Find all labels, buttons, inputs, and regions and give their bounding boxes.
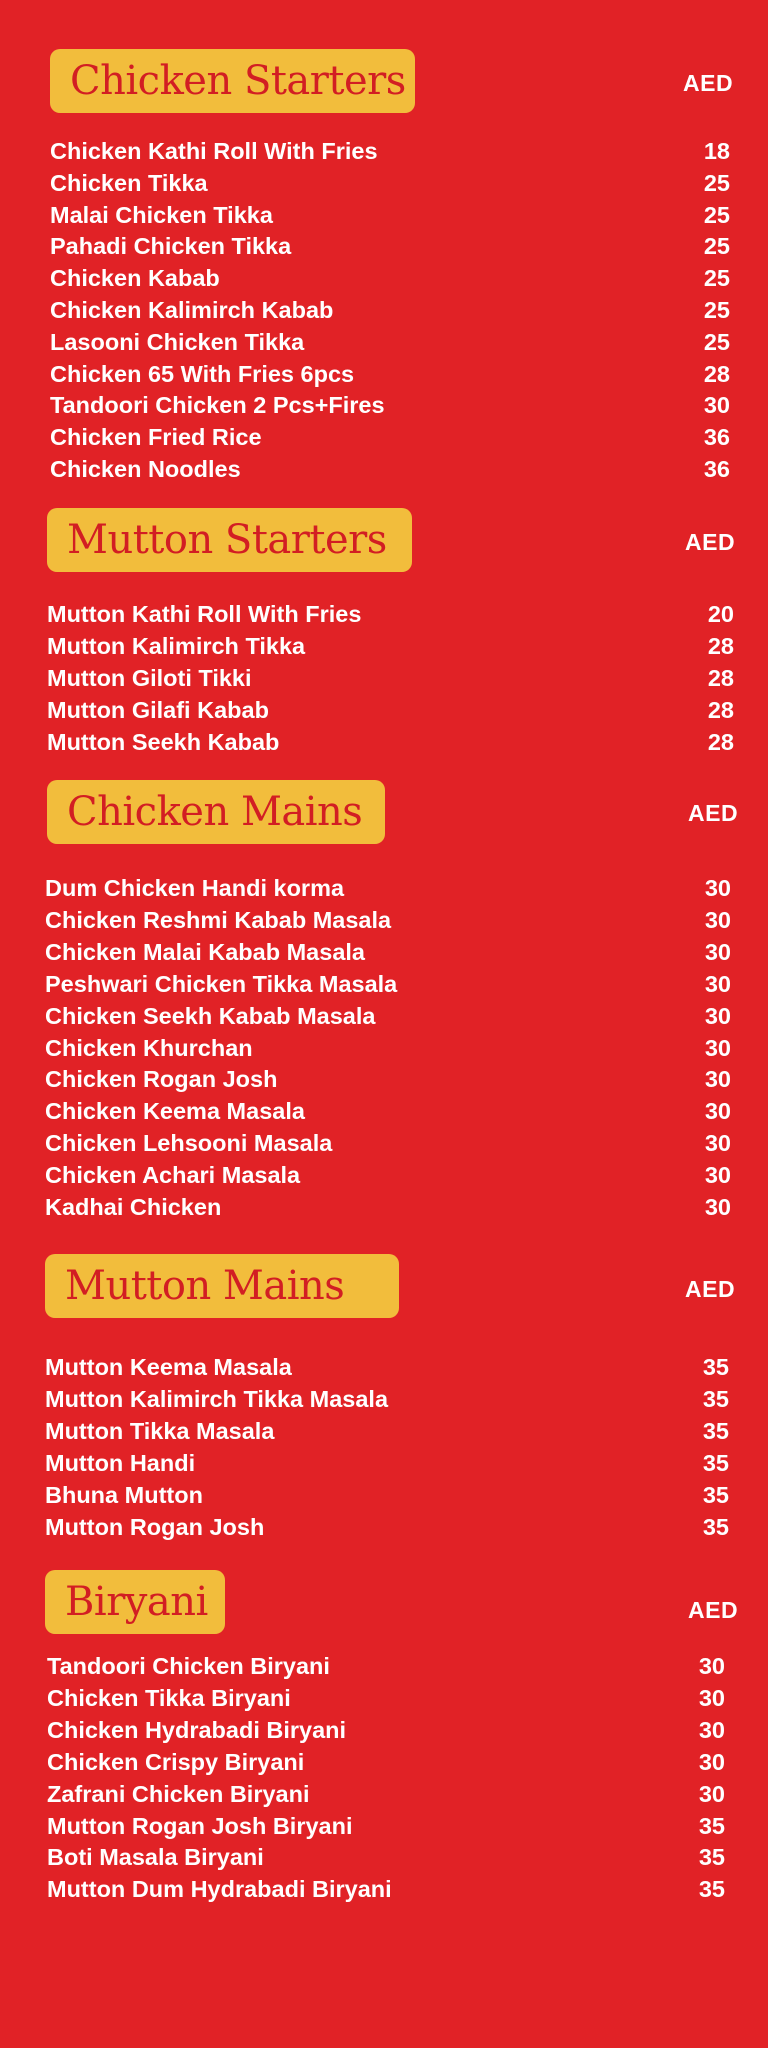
menu-item-name: Chicken Lehsooni Masala bbox=[45, 1130, 333, 1157]
menu-item-price: 30 bbox=[698, 1684, 725, 1711]
currency-label: AED bbox=[688, 1597, 739, 1623]
currency-label: AED bbox=[685, 1276, 736, 1302]
menu-item-name: Mutton Rogan Josh Biryani bbox=[47, 1812, 353, 1839]
menu-item-name: Mutton Giloti Tikki bbox=[47, 664, 252, 691]
menu-item-price: 30 bbox=[704, 1066, 731, 1093]
menu-item-price: 30 bbox=[704, 1162, 731, 1189]
section-title: Chicken Starters bbox=[70, 58, 406, 104]
menu-item bbox=[45, 1000, 731, 1032]
menu-item bbox=[45, 1191, 731, 1223]
menu-item-price: 35 bbox=[698, 1844, 725, 1871]
menu-item bbox=[45, 936, 731, 968]
menu-item-price: 30 bbox=[704, 1130, 731, 1157]
menu-item bbox=[50, 199, 730, 231]
menu-item bbox=[47, 598, 734, 630]
menu-item-price: 25 bbox=[703, 297, 730, 323]
menu-item-price: 36 bbox=[703, 424, 730, 451]
section-title: Mutton Mains bbox=[65, 1263, 345, 1309]
section-title: Chicken Mains bbox=[67, 789, 363, 835]
menu-item-price: 30 bbox=[704, 938, 731, 965]
menu-item-name: Mutton Dum Hydrabadi Biryani bbox=[47, 1876, 392, 1903]
menu-item-price: 20 bbox=[707, 601, 734, 627]
menu-item bbox=[45, 1127, 731, 1159]
menu-item bbox=[45, 1415, 729, 1447]
menu-item bbox=[50, 358, 730, 390]
menu-item bbox=[45, 1447, 729, 1479]
menu-item-name: Mutton Kathi Roll With Fries bbox=[47, 601, 362, 627]
menu-item-name: Chicken Crispy Biryani bbox=[47, 1748, 305, 1775]
menu-item-name: Mutton Rogan Josh bbox=[45, 1513, 265, 1540]
menu-item-price: 25 bbox=[703, 169, 730, 196]
menu-item-name: Chicken Tikka bbox=[50, 169, 208, 196]
menu-item-name: Pahadi Chicken Tikka bbox=[50, 233, 292, 260]
menu-item-name: Kadhai Chicken bbox=[45, 1194, 222, 1220]
menu-item-price: 30 bbox=[698, 1653, 725, 1679]
menu-item-price: 35 bbox=[698, 1812, 725, 1839]
menu-item-name: Chicken Hydrabadi Biryani bbox=[47, 1716, 347, 1743]
menu-item-name: Chicken 65 With Fries 6pcs bbox=[50, 360, 355, 387]
menu-item-name: Chicken Seekh Kabab Masala bbox=[45, 1002, 376, 1029]
menu-item-name: Mutton Kalimirch Tikka Masala bbox=[45, 1385, 389, 1412]
menu-item bbox=[50, 421, 730, 453]
section-header bbox=[45, 1570, 225, 1634]
menu-item bbox=[50, 294, 730, 326]
menu-item-price: 30 bbox=[704, 906, 731, 933]
menu-item-name: Chicken Kalimirch Kabab bbox=[50, 297, 334, 323]
menu-item bbox=[47, 1746, 725, 1778]
menu-item bbox=[47, 662, 734, 694]
menu-item-name: Tandoori Chicken 2 Pcs+Fires bbox=[50, 392, 385, 419]
menu-item bbox=[50, 262, 730, 294]
section-title: Biryani bbox=[65, 1579, 208, 1625]
menu-item-name: Bhuna Mutton bbox=[45, 1481, 203, 1508]
menu-item-price: 25 bbox=[703, 328, 730, 355]
menu-item-price: 35 bbox=[702, 1354, 729, 1380]
menu-item bbox=[47, 1873, 725, 1905]
menu-item bbox=[45, 1511, 729, 1543]
menu-item-price: 18 bbox=[703, 138, 730, 164]
menu-item-name: Chicken Achari Masala bbox=[45, 1162, 301, 1189]
menu-item-price: 28 bbox=[707, 728, 734, 755]
menu-item-name: Boti Masala Biryani bbox=[47, 1844, 264, 1871]
menu-item-price: 35 bbox=[702, 1481, 729, 1508]
menu-item-name: Chicken Keema Masala bbox=[45, 1098, 305, 1125]
menu-item-name: Malai Chicken Tikka bbox=[50, 201, 273, 228]
menu-item-price: 28 bbox=[707, 632, 734, 659]
menu-item-name: Mutton Kalimirch Tikka bbox=[47, 632, 306, 659]
menu-item-price: 30 bbox=[704, 1034, 731, 1061]
menu-item-name: Zafrani Chicken Biryani bbox=[47, 1780, 310, 1807]
menu-item bbox=[50, 135, 730, 167]
menu-item bbox=[50, 389, 730, 421]
menu-item-price: 25 bbox=[703, 201, 730, 228]
menu-item-price: 35 bbox=[702, 1385, 729, 1412]
menu-item-price: 30 bbox=[704, 1002, 731, 1029]
menu-item-price: 30 bbox=[704, 970, 731, 997]
menu-item bbox=[45, 1383, 729, 1415]
menu-item-name: Mutton Gilafi Kabab bbox=[47, 696, 269, 723]
menu-item-price: 35 bbox=[702, 1513, 729, 1540]
menu-item-price: 30 bbox=[698, 1716, 725, 1743]
menu-item-price: 35 bbox=[702, 1449, 729, 1476]
menu-item-price: 28 bbox=[707, 664, 734, 691]
menu-item-name: Lasooni Chicken Tikka bbox=[50, 328, 305, 355]
section-header bbox=[45, 1254, 399, 1318]
menu-item bbox=[47, 726, 734, 758]
menu-item bbox=[47, 1841, 725, 1873]
menu-item bbox=[50, 167, 730, 199]
menu-item-price: 30 bbox=[698, 1780, 725, 1807]
menu-item-price: 30 bbox=[704, 1098, 731, 1125]
menu-item bbox=[47, 1650, 725, 1682]
menu-item-price: 35 bbox=[702, 1417, 729, 1444]
menu-item-name: Chicken Kathi Roll With Fries bbox=[50, 138, 378, 164]
menu-item-name: Chicken Reshmi Kabab Masala bbox=[45, 906, 392, 933]
menu-item-name: Chicken Noodles bbox=[50, 456, 241, 482]
menu-item bbox=[45, 968, 731, 1000]
menu-item bbox=[45, 1479, 729, 1511]
menu-item-price: 36 bbox=[703, 456, 730, 482]
menu-item-price: 28 bbox=[707, 696, 734, 723]
section-header bbox=[50, 49, 415, 113]
menu-item bbox=[50, 453, 730, 485]
menu-item-name: Mutton Handi bbox=[45, 1449, 196, 1476]
menu-item bbox=[50, 230, 730, 262]
menu-item-price: 25 bbox=[703, 233, 730, 260]
menu-item-name: Chicken Tikka Biryani bbox=[47, 1684, 291, 1711]
menu-item-name: Chicken Kabab bbox=[50, 265, 220, 292]
currency-label: AED bbox=[688, 800, 739, 826]
section-header bbox=[47, 780, 385, 844]
menu-item bbox=[47, 694, 734, 726]
menu-item-name: Dum Chicken Handi korma bbox=[45, 875, 345, 901]
menu-item-name: Mutton Tikka Masala bbox=[45, 1417, 275, 1444]
menu-item bbox=[45, 1159, 731, 1191]
menu-item bbox=[47, 1810, 725, 1842]
menu-item-price: 30 bbox=[704, 1194, 731, 1220]
menu-item-price: 30 bbox=[703, 392, 730, 419]
menu-item bbox=[45, 872, 731, 904]
menu-item-price: 30 bbox=[704, 875, 731, 901]
menu-item bbox=[45, 1095, 731, 1127]
menu-item bbox=[47, 630, 734, 662]
menu-item-name: Mutton Seekh Kabab bbox=[47, 728, 280, 755]
menu-item-name: Peshwari Chicken Tikka Masala bbox=[45, 970, 398, 997]
menu-item-name: Chicken Khurchan bbox=[45, 1034, 253, 1061]
menu-item bbox=[47, 1682, 725, 1714]
menu-item bbox=[47, 1714, 725, 1746]
menu-item-name: Chicken Rogan Josh bbox=[45, 1066, 278, 1093]
section-title: Mutton Starters bbox=[67, 517, 387, 563]
menu-item-price: 25 bbox=[703, 265, 730, 292]
menu-item bbox=[47, 1778, 725, 1810]
menu-item-name: Chicken Fried Rice bbox=[50, 424, 262, 451]
menu-item-name: Tandoori Chicken Biryani bbox=[47, 1653, 330, 1679]
menu-item-price: 30 bbox=[698, 1748, 725, 1775]
menu-item-price: 28 bbox=[703, 360, 730, 387]
menu-item bbox=[45, 1351, 729, 1383]
menu-item bbox=[45, 1063, 731, 1095]
menu-item bbox=[45, 1032, 731, 1064]
currency-label: AED bbox=[685, 529, 736, 555]
section-header bbox=[47, 508, 412, 572]
menu-item bbox=[45, 904, 731, 936]
menu-item-name: Chicken Malai Kabab Masala bbox=[45, 938, 365, 965]
menu-item bbox=[50, 326, 730, 358]
menu-item-price: 35 bbox=[698, 1876, 725, 1903]
currency-label: AED bbox=[683, 70, 734, 96]
menu-item-name: Mutton Keema Masala bbox=[45, 1354, 292, 1380]
